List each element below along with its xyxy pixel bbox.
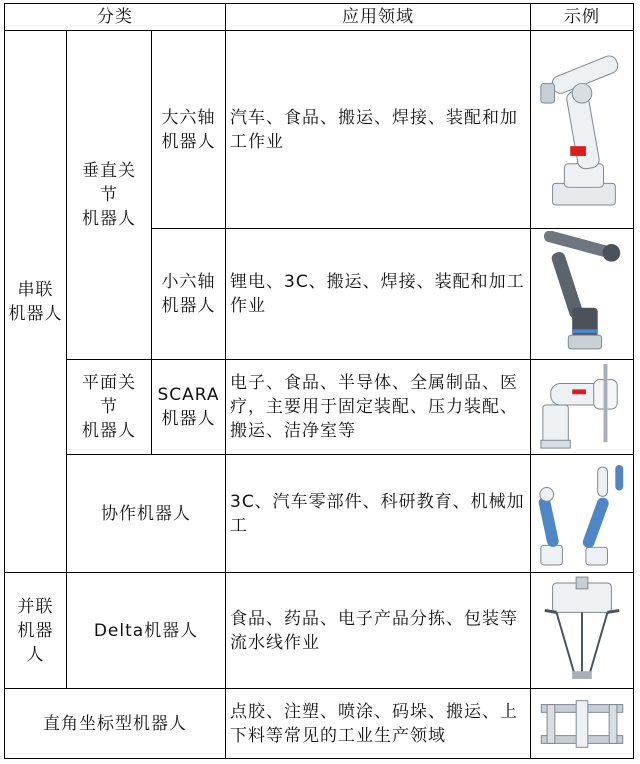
example-small-six-axis: [530, 228, 634, 360]
type-collaborative: 协作机器人: [66, 454, 226, 573]
group-planar-joint-robot: 平面关 节 机器人: [66, 359, 152, 455]
example-collaborative: [530, 454, 634, 573]
app-delta: 食品、药品、电子产品分拣、包装等流水线作业: [225, 572, 531, 689]
small-six-axis-robot-icon: [533, 231, 631, 357]
type-cartesian: 直角坐标型机器人: [4, 688, 226, 759]
app-small-six-axis: 锂电、3C、搬运、焊接、装配和加工作业: [225, 228, 531, 360]
cartesian-robot-icon: [533, 691, 631, 756]
app-scara: 电子、食品、半导体、全属制品、医疗，主要用于固定装配、压力装配、搬运、洁净室等: [225, 359, 531, 455]
group-vertical-joint-robot: 垂直关 节 机器人: [66, 30, 152, 360]
type-scara: SCARA 机器人: [151, 359, 226, 455]
header-application: 应用领域: [225, 3, 531, 31]
type-delta: Delta机器人: [66, 572, 226, 689]
type-small-six-axis: 小六轴 机器人: [151, 228, 226, 360]
group-parallel-robot: 并联 机器 人: [4, 572, 67, 689]
app-collaborative: 3C、汽车零部件、科研教育、机械加工: [225, 454, 531, 573]
example-scara: [530, 359, 634, 455]
header-example: 示例: [530, 3, 634, 31]
delta-robot-icon: [533, 575, 631, 686]
app-large-six-axis: 汽车、食品、搬运、焊接、装配和加工作业: [225, 30, 531, 229]
app-cartesian: 点胶、注塑、喷涂、码垛、搬运、上下料等常见的工业生产领域: [225, 688, 531, 759]
header-category: 分类: [4, 3, 226, 31]
industrial-six-axis-robot-icon: [533, 33, 631, 226]
example-large-six-axis: [530, 30, 634, 229]
type-large-six-axis: 大六轴 机器人: [151, 30, 226, 229]
scara-robot-icon: [533, 362, 631, 452]
group-serial-robot: 串联 机器人: [4, 30, 67, 573]
example-cartesian: [530, 688, 634, 759]
collaborative-robot-icon: [533, 457, 631, 570]
robot-classification-table: [4, 3, 634, 759]
example-delta: [530, 572, 634, 689]
